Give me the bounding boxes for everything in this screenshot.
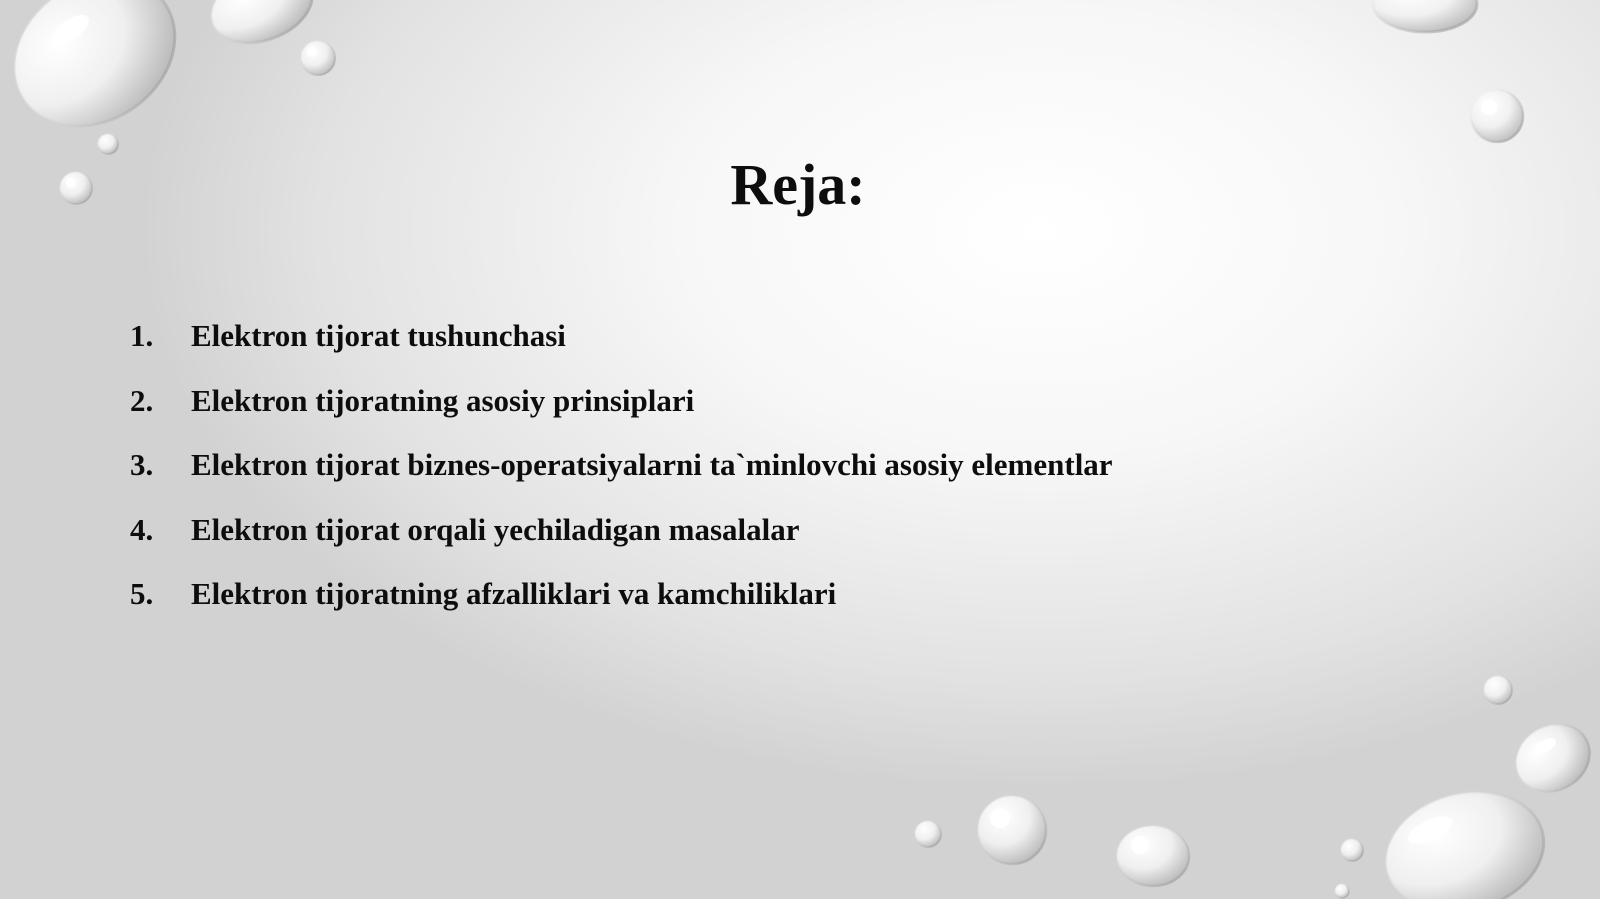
list-item [130, 318, 1113, 383]
slide-title [0, 150, 1600, 220]
list-item [130, 576, 1113, 641]
list-item [130, 383, 1113, 448]
drop-right-small [1471, 90, 1523, 142]
plan-list [130, 318, 1113, 641]
list-item-text: Elektron tijorat tushunchasi [191, 318, 566, 353]
drop-bottom-right-tiny-c [1335, 884, 1349, 898]
drop-top-right-medium [1373, 0, 1477, 32]
list-item-text: Elektron tijorat orqali yechiladigan masalalar [191, 511, 800, 547]
list-item-number: 2. [130, 382, 154, 418]
list-item-text: Elektron tijorat biznes-operatsiyalarni ta`minlovchi asosiy elementlar [191, 447, 1113, 482]
list-item [130, 447, 1113, 512]
drop-bottom-center-b [1117, 826, 1189, 886]
drop-top-left-large [0, 0, 204, 156]
list-item-text: Elektron tijoratning afzalliklari va kamchiliklari [191, 576, 837, 611]
list-item-number: 4. [130, 511, 154, 547]
list-item-number: 5. [130, 576, 154, 611]
drop-top-left-small [301, 41, 335, 75]
drop-bottom-right-tiny-a [1484, 676, 1512, 704]
list-item-text: Elektron tijoratning asosiy prinsiplari [191, 382, 695, 418]
list-item-number: 1. [130, 318, 154, 353]
list-item-number: 3. [130, 447, 154, 482]
drop-bottom-right-tiny-b [1341, 839, 1363, 861]
drop-bottom-right-medium [1504, 711, 1600, 804]
slide-title-text: Reja: [730, 152, 866, 217]
drop-bottom-center-a [978, 796, 1046, 864]
drop-bottom-right-large [1373, 775, 1558, 899]
list-item [130, 512, 1113, 577]
drop-bottom-center-tiny [915, 821, 941, 847]
